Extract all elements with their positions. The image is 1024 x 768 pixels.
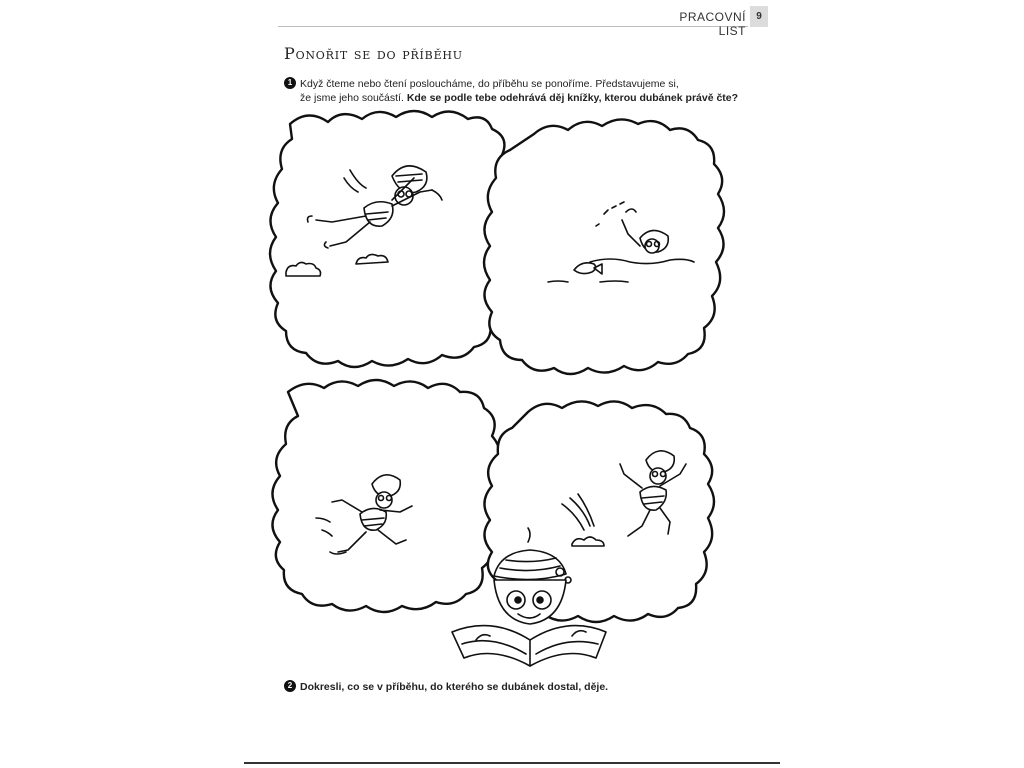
task-1-plain: že jsme jeho součástí. xyxy=(300,92,407,104)
task-2-number: 2 xyxy=(284,680,296,692)
cloud-frame-top-right xyxy=(484,119,724,374)
page-title: Ponořit se do příběhu xyxy=(284,44,463,63)
page-number: 9 xyxy=(750,6,768,27)
worksheet-label: PRACOVNÍ LIST xyxy=(679,10,746,38)
task-1-number: 1 xyxy=(284,77,296,89)
task-2-text: Dokresli, co se v příběhu, do kterého se dubánek dostal, děje. xyxy=(300,681,609,693)
task-2 xyxy=(284,680,754,694)
cloud-frame-top-left xyxy=(270,111,510,367)
task-1-question: Kde se podle tebe odehrává děj knížky, kterou dubánek právě čte? xyxy=(406,92,739,104)
task-1-line-1: Když čteme nebo čtení posloucháme, do příběhu se ponoříme. Představujeme si, xyxy=(300,78,679,90)
bottom-rule xyxy=(244,762,780,764)
